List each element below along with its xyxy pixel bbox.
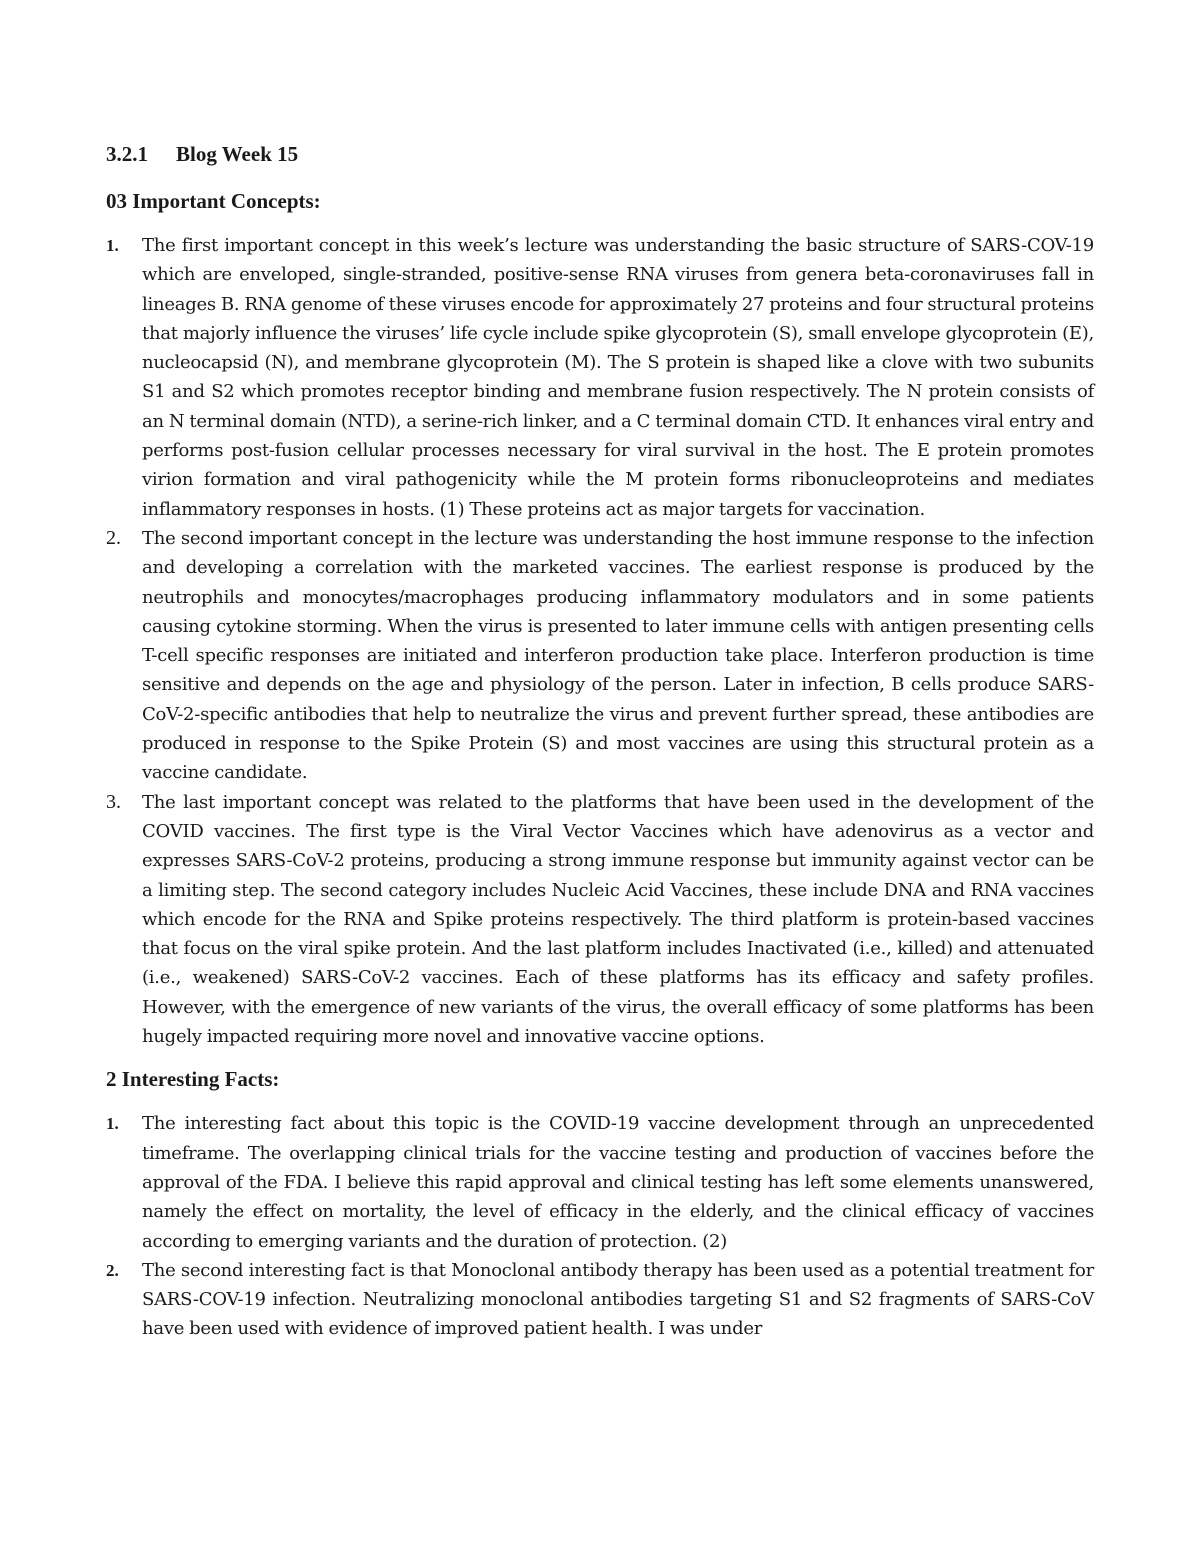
list-item-text: The second important concept in the lecture was understanding the host immune response to the infection and developing a correlation with the marketed vaccines. The earliest response is produced by the neutrophils and monocytes/macrophages producing inflammatory modulators and in some patients causing cytokine storming. When the virus is presented to later immune cells with antigen presenting cells T-cell specific responses are initiated and interferon production take place. Interferon production is time sensitive and depends on the age and physiology of the person. Later in infection, B cells produce SARS-CoV-2-specific antibodies that help to neutralize the virus and prevent further spread, these antibodies are produced in response to the Spike Protein (S) and most vaccines are using this structural protein as a vaccine candidate. [142,527,1094,784]
blog-title: Blog Week 15 [176,142,299,166]
list-item-text: The first important concept in this week’s lecture was understanding the basic structure of SARS-COV-19 which are enveloped, single-stranded, positive-sense RNA viruses from genera beta-coronaviruses fall in lineages B. RNA genome of these viruses encode for approximately 27 proteins and four structural proteins that majorly influence the viruses’ life cycle include spike glycoprotein (S), small envelope glycoprotein (E), nucleocapsid (N), and membrane glycoprotein (M). The S protein is shaped like a clove with two subunits S1 and S2 which promotes receptor binding and membrane fusion respectively. The N protein consists of an N terminal domain (NTD), a serine-rich linker, and a C terminal domain CTD. It enhances viral entry and performs post-fusion cellular processes necessary for viral survival in the host. The E protein promotes virion formation and viral pathogenicity while the M protein forms ribonucleoproteins and mediates inflammatory responses in hosts. (1) These proteins act as major targets for vaccination. [142,235,1094,520]
concepts-list [106,231,1094,1051]
facts-list [106,1109,1094,1343]
list-item-text: The interesting fact about this topic is the COVID-19 vaccine development through an unprecedented timeframe. The overlapping clinical trials for the vaccine testing and production of vaccines before the approval of the FDA. I believe this rapid approval and clinical testing has left some elements unanswered, namely the effect on mortality, the level of efficacy in the elderly, and the clinical efficacy of vaccines according to emerging variants and the duration of protection. (2) [142,1113,1094,1252]
list-marker: 1. [106,236,119,255]
concepts-heading: 03 Important Concepts: [106,189,321,213]
list-item [106,1256,1094,1344]
list-marker: 2. [106,526,121,549]
list-item [106,788,1094,1052]
list-marker: 1. [106,1114,119,1134]
list-item [106,524,1094,788]
list-marker: 3. [106,790,121,813]
facts-heading: 2 Interesting Facts: [106,1067,280,1092]
list-marker: 2. [106,1260,119,1280]
document-page [106,140,1094,1344]
blog-section-number: 3.2.1 [106,142,148,166]
list-item-text: The second interesting fact is that Monoclonal antibody therapy has been used as a potential treatment for SARS-COV-19 infection. Neutralizing monoclonal antibodies targeting S1 and S2 fragments of SARS-CoV have been used with evidence of improved patient health. I was under [142,1259,1094,1340]
list-item [106,1109,1094,1255]
list-item [106,231,1094,524]
blog-heading [106,140,1094,168]
list-item-text: The last important concept was related to the platforms that have been used in the development of the COVID vaccines. The first type is the Viral Vector Vaccines which have adenovirus as a vector and expresses SARS-CoV-2 proteins, producing a strong immune response but immunity against vector can be a limiting step. The second category includes Nucleic Acid Vaccines, these include DNA and RNA vaccines which encode for the RNA and Spike proteins respectively. The third platform is protein-based vaccines that focus on the viral spike protein. And the last platform includes Inactivated (i.e., killed) and attenuated (i.e., weakened) SARS-CoV-2 vaccines. Each of these platforms has its efficacy and safety profiles. However, with the emergence of new variants of the virus, the overall efficacy of some platforms has been hugely impacted requiring more novel and innovative vaccine options. [142,791,1094,1048]
